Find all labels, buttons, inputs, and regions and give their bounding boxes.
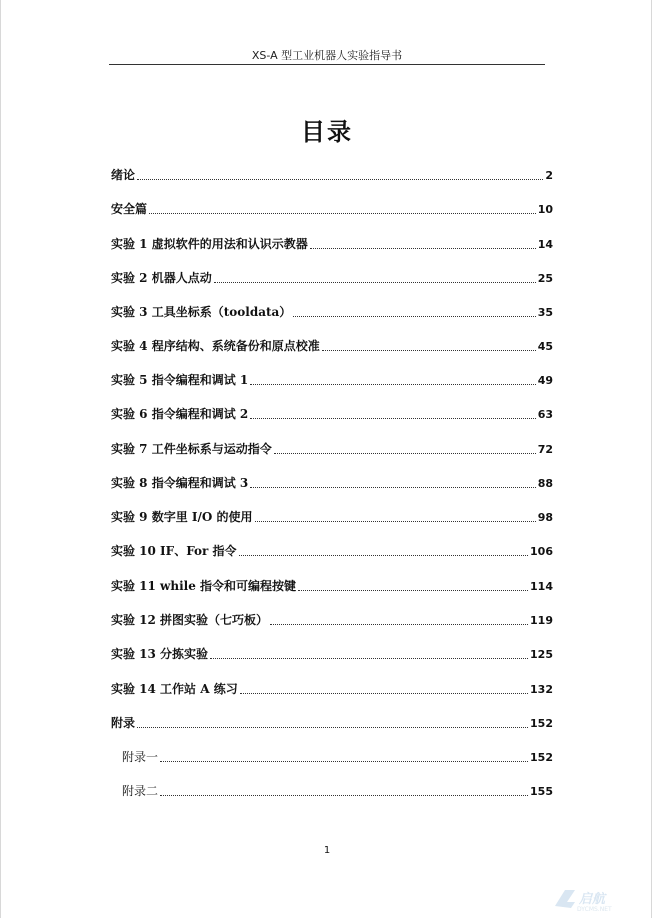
toc-title: 目录 [301, 117, 353, 146]
toc-entry-label: 实验 3 工具坐标系（tooldata） [111, 305, 292, 319]
dot-leader [270, 614, 528, 625]
dot-leader [149, 203, 536, 214]
toc-entry[interactable] [111, 543, 553, 560]
toc-entry-label: 实验 7 工件坐标系与运动指令 [111, 442, 272, 456]
running-header: XS-A 型工业机器人实验指导书 [251, 49, 403, 62]
toc-entry-page: 63 [537, 408, 553, 421]
toc-entry-page: 106 [530, 545, 553, 558]
toc-entry[interactable] [111, 167, 553, 184]
toc-entry-label: 实验 10 IF、For 指令 [111, 544, 237, 558]
toc-subentry[interactable] [122, 783, 553, 800]
toc-entry-page: 49 [537, 374, 553, 387]
toc-entry[interactable] [111, 201, 553, 218]
dot-leader [255, 511, 536, 522]
page-number: 1 [323, 845, 331, 856]
dot-leader [250, 408, 535, 419]
toc-entry[interactable] [111, 236, 553, 253]
dot-leader [293, 306, 535, 317]
toc-entry-label: 附录 [111, 716, 136, 730]
table-of-contents [1, 0, 652, 918]
toc-entry[interactable] [111, 475, 553, 492]
toc-entry-page: 25 [537, 272, 553, 285]
toc-entry[interactable] [111, 441, 553, 458]
dot-leader [239, 545, 528, 556]
toc-entry[interactable] [111, 372, 553, 389]
toc-entry-page: 2 [545, 169, 553, 182]
toc-entry[interactable] [111, 715, 553, 732]
toc-entry-label: 实验 1 虚拟软件的用法和认识示教器 [111, 237, 308, 251]
toc-entry-label: 实验 2 机器人点动 [111, 271, 212, 285]
toc-entry-page: 132 [530, 683, 553, 696]
toc-entry-page: 152 [530, 717, 553, 730]
dot-leader [160, 785, 528, 796]
dot-leader [240, 683, 528, 694]
toc-entry-page: 10 [537, 203, 553, 216]
toc-subentry[interactable] [122, 749, 553, 766]
toc-entry-label: 实验 5 指令编程和调试 1 [111, 373, 249, 387]
toc-entry-page: 88 [537, 477, 553, 490]
toc-entry[interactable] [111, 338, 553, 355]
toc-entry-label: 实验 13 分拣实验 [111, 647, 209, 661]
toc-entry[interactable] [111, 612, 553, 629]
toc-entry-page: 72 [537, 443, 553, 456]
toc-entry-label: 实验 11 while 指令和可编程按键 [111, 579, 297, 593]
toc-entry-label: 附录一 [122, 750, 159, 764]
toc-entry-label: 绪论 [111, 168, 136, 182]
toc-entry-label: 实验 6 指令编程和调试 2 [111, 407, 249, 421]
toc-entry-label: 实验 14 工作站 A 练习 [111, 682, 238, 696]
toc-entry-page: 119 [530, 614, 553, 627]
dot-leader [310, 238, 536, 249]
svg-text:DYCMS.NET: DYCMS.NET [577, 906, 612, 912]
dot-leader [137, 717, 528, 728]
toc-entry-page: 35 [537, 306, 553, 319]
toc-entry-label: 实验 9 数字里 I/O 的使用 [111, 510, 253, 524]
toc-entry-label: 实验 4 程序结构、系统备份和原点校准 [111, 339, 320, 353]
toc-entry-label: 实验 8 指令编程和调试 3 [111, 476, 249, 490]
toc-entry-page: 98 [537, 511, 553, 524]
toc-entry-page: 152 [530, 751, 553, 764]
toc-entry[interactable] [111, 681, 553, 698]
dot-leader [274, 443, 536, 454]
dot-leader [250, 477, 535, 488]
toc-entry-page: 114 [530, 580, 553, 593]
toc-entry[interactable] [111, 270, 553, 287]
dot-leader [137, 169, 543, 180]
toc-entry-page: 125 [530, 648, 553, 661]
toc-entry-label: 附录二 [122, 784, 159, 798]
dot-leader [322, 340, 536, 351]
toc-entry-label: 安全篇 [111, 202, 148, 216]
toc-entry[interactable] [111, 406, 553, 423]
toc-entry[interactable] [111, 509, 553, 526]
toc-entry-page: 45 [537, 340, 553, 353]
watermark-logo-icon [551, 886, 637, 912]
dot-leader [214, 272, 536, 283]
dot-leader [210, 648, 528, 659]
dot-leader [160, 751, 528, 762]
dot-leader [250, 374, 535, 385]
toc-entry-label: 实验 12 拼图实验（七巧板） [111, 613, 269, 627]
toc-entry-page: 155 [530, 785, 553, 798]
dot-leader [298, 580, 528, 591]
toc-entry[interactable] [111, 578, 553, 595]
toc-entry[interactable] [111, 304, 553, 321]
svg-text:启航: 启航 [579, 892, 606, 907]
toc-entry-page: 14 [537, 238, 553, 251]
toc-entry[interactable] [111, 646, 553, 663]
